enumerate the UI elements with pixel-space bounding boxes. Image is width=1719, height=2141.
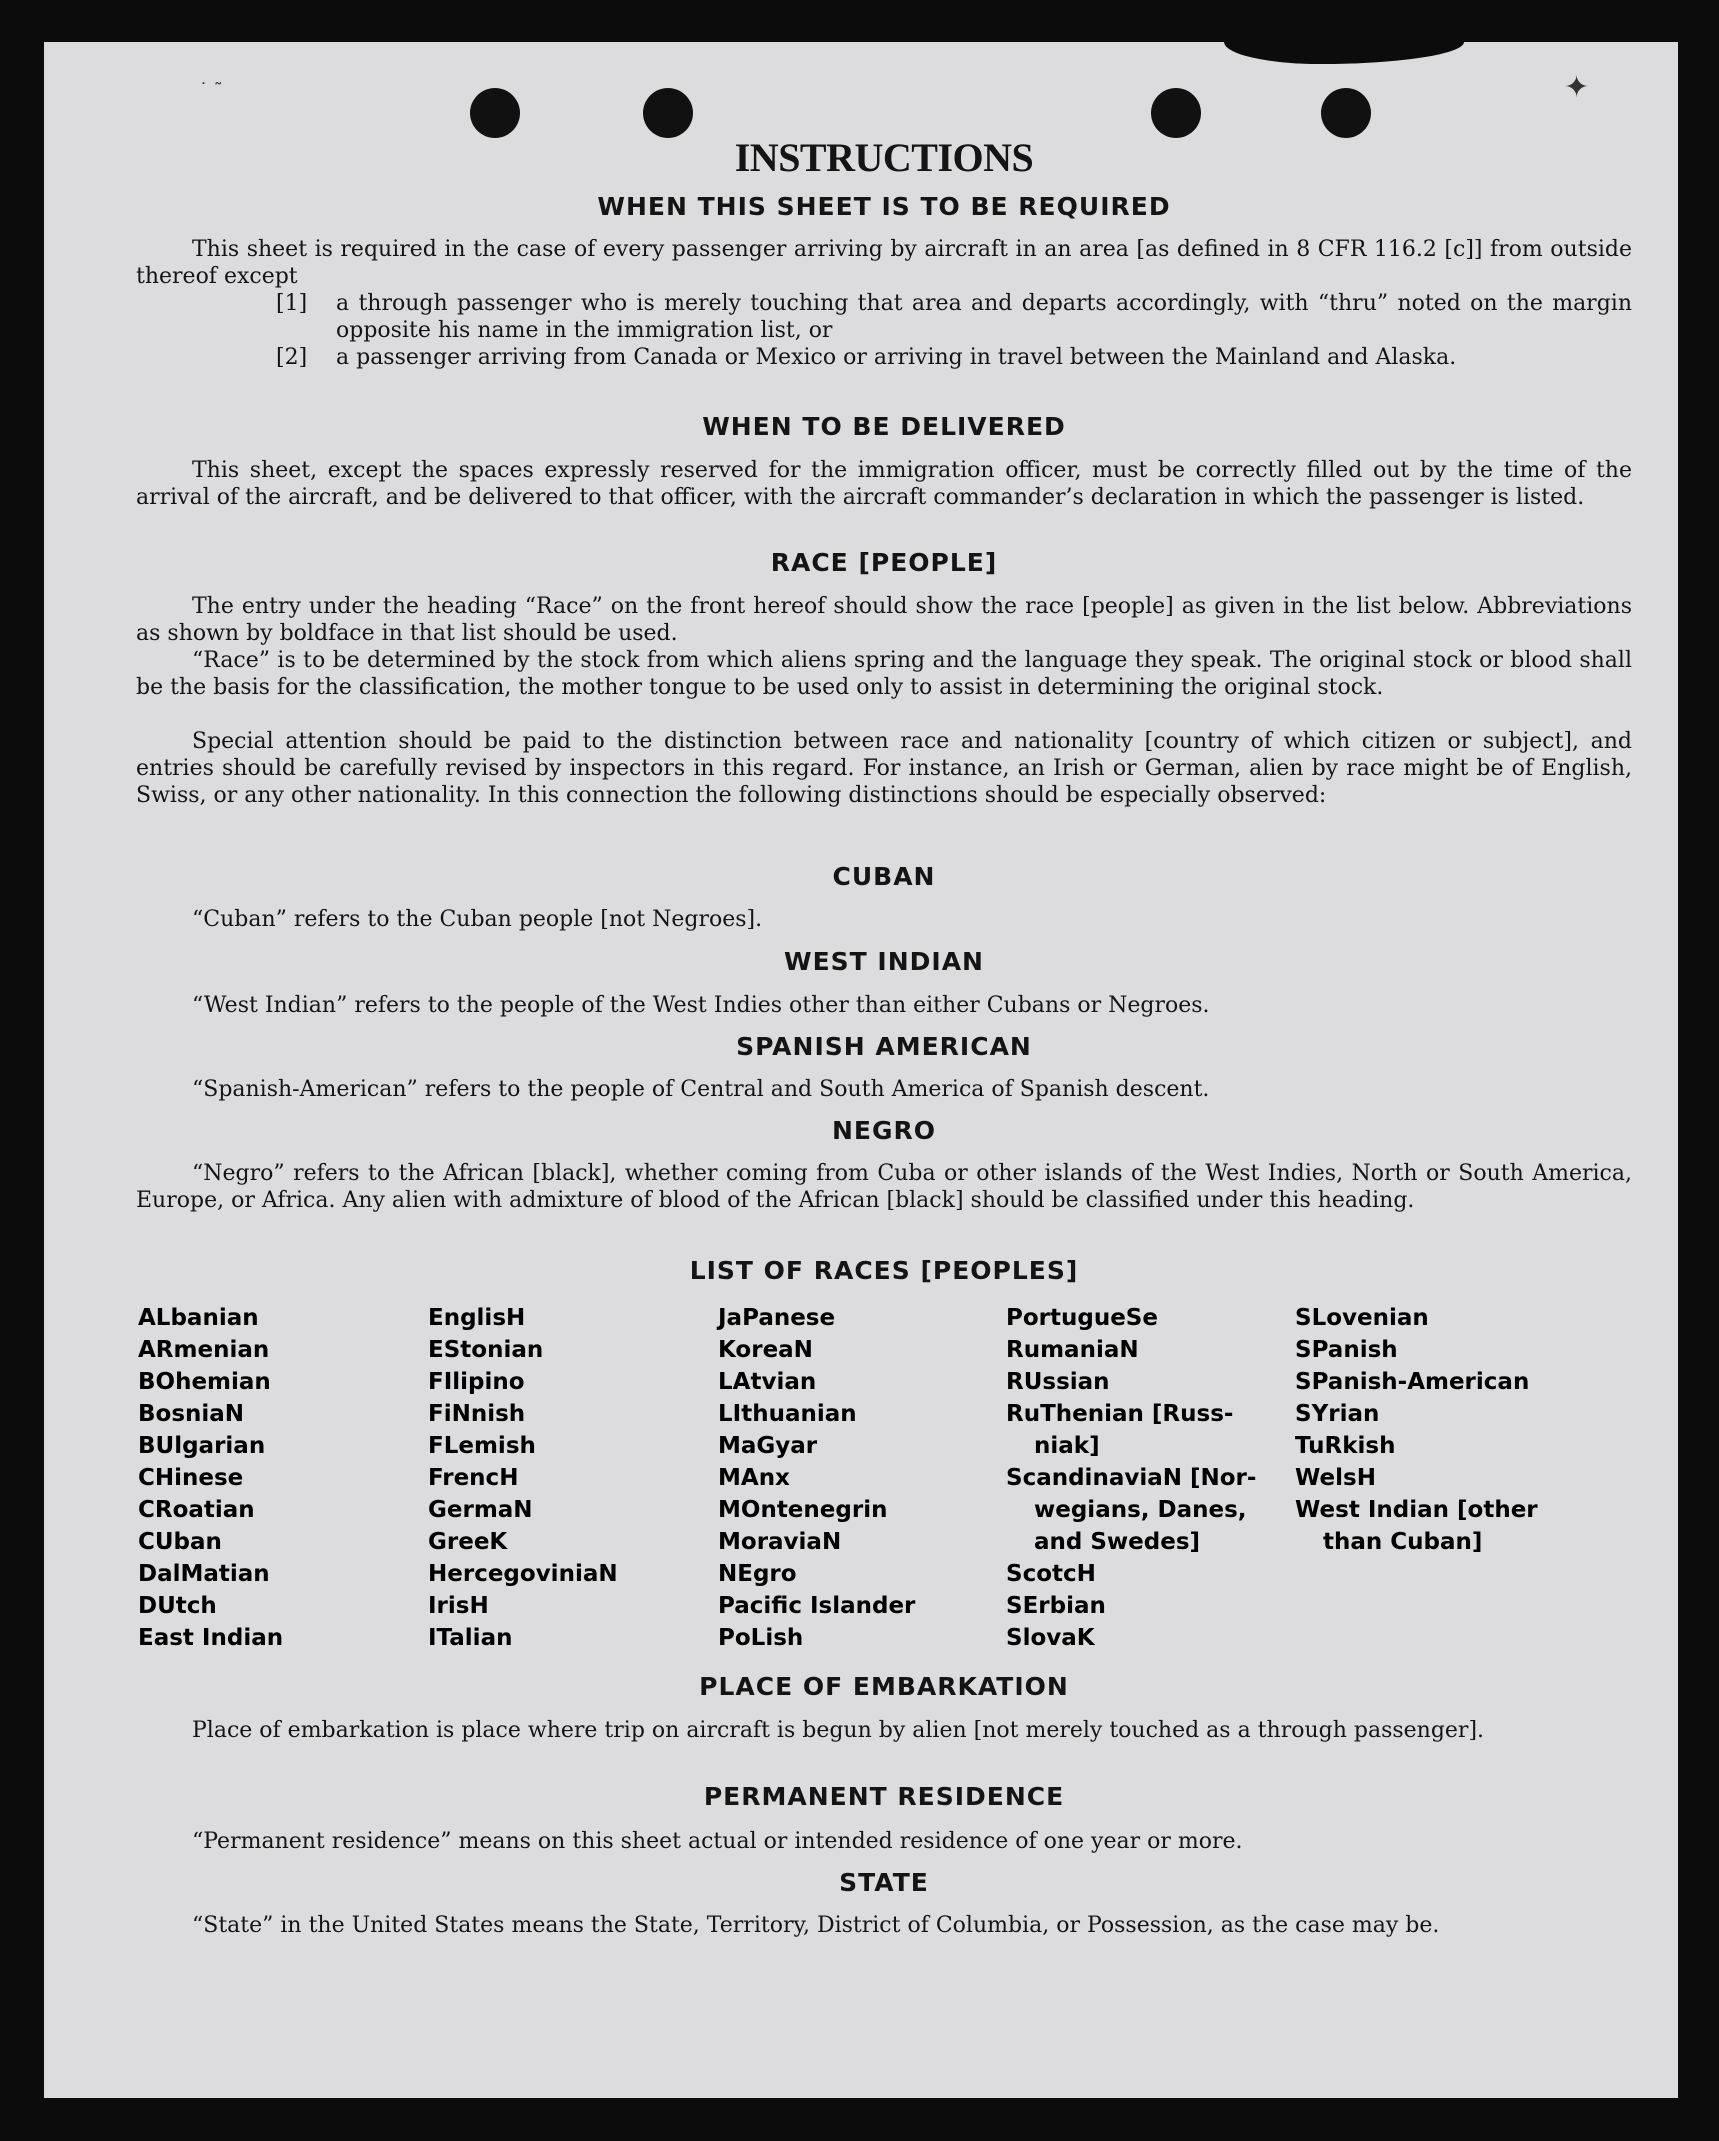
race-list-item: PortugueSe: [1006, 1305, 1158, 1331]
race-list-item: MaGyar: [718, 1433, 818, 1459]
paragraph-race: Special attention should be paid to the distinction between race and nationality [country of which citizen or subject], and entries should be carefully revised by inspectors in this regard. For instance, an Irish or German, alien by race might be of English, Swiss, or any other nationality. In this connection the following distinctions should be especially observed:: [136, 729, 1632, 808]
race-list-item: SYrian: [1295, 1401, 1380, 1427]
paragraph-when-required: This sheet is required in the case of every passenger arriving by aircraft in an area [as defined in 8 CFR 116.2 [c]] from outside thereof except: [136, 237, 1632, 289]
race-list-item: RUssian: [1006, 1369, 1110, 1395]
race-list-item: MOntenegrin: [718, 1497, 888, 1523]
paragraph-state: “State” in the United States means the State, Territory, District of Columbia, or Possession, as the case may be.: [192, 1913, 1440, 1938]
race-list-item: NEgro: [718, 1561, 797, 1587]
paragraph-race: “Race” is to be determined by the stock from which aliens spring and the language they speak. The original stock or blood shall be the basis for the classification, the mother tongue to be used only to assist in determining the original stock.: [136, 648, 1632, 700]
race-list-item: RumaniaN: [1006, 1337, 1139, 1363]
paragraph-negro: “Negro” refers to the African [black], whether coming from Cuba or other islands of the West Indies, North or South America, Europe, or Africa. Any alien with admixture of blood of the African [black] should be classified under this heading.: [136, 1161, 1632, 1213]
heading-residence: PERMANENT RESIDENCE: [703, 1782, 1065, 1811]
heading-state: STATE: [839, 1868, 929, 1897]
race-list-item: Pacific Islander: [718, 1593, 916, 1619]
races-column: [428, 1302, 618, 1654]
race-list-item: ALbanian: [138, 1305, 259, 1331]
heading-cuban: CUBAN: [832, 862, 936, 891]
races-column: [1295, 1302, 1538, 1558]
race-list-item: and Swedes]: [1034, 1529, 1201, 1555]
heading-west-indian: WEST INDIAN: [784, 947, 984, 976]
race-list-item: East Indian: [138, 1625, 284, 1651]
page-title: INSTRUCTIONS: [734, 135, 1034, 180]
paragraph-cuban: “Cuban” refers to the Cuban people [not Negroes].: [192, 907, 763, 932]
ink-mark: ˙ ˜: [199, 80, 223, 101]
races-column: [1006, 1302, 1256, 1654]
race-list-item: RuThenian [Russ-: [1006, 1401, 1234, 1427]
race-list-item: niak]: [1034, 1433, 1100, 1459]
race-list-item: EnglisH: [428, 1305, 526, 1331]
race-list-item: CHinese: [138, 1465, 244, 1491]
race-list-item: GermaN: [428, 1497, 533, 1523]
race-list-item: ARmenian: [138, 1337, 270, 1363]
race-list-item: ScotcH: [1006, 1561, 1096, 1587]
races-column: [718, 1302, 915, 1654]
race-list-item: SLovenian: [1295, 1305, 1429, 1331]
heading-races-list: LIST OF RACES [PEOPLES]: [689, 1256, 1079, 1285]
paragraph-spanish-american: “Spanish-American” refers to the people of Central and South America of Spanish descent.: [192, 1077, 1210, 1102]
race-list-item: SErbian: [1006, 1593, 1106, 1619]
race-list-item: JaPanese: [718, 1305, 836, 1331]
race-list-item: HercegoviniaN: [428, 1561, 618, 1587]
race-list-item: FrencH: [428, 1465, 519, 1491]
heading-race: RACE [PEOPLE]: [770, 548, 998, 577]
race-list-item: KoreaN: [718, 1337, 813, 1363]
race-list-item: SPanish-American: [1295, 1369, 1530, 1395]
paragraph-race: The entry under the heading “Race” on the front hereof should show the race [people] as given in the list below. Abbreviations as shown by boldface in that list should be used.: [136, 594, 1632, 646]
document-page: [44, 42, 1678, 2098]
heading-when-delivered: WHEN TO BE DELIVERED: [702, 412, 1066, 441]
list-item: [1] a through passenger who is merely touching that area and departs accordingly, with “thru” noted on the margin opposite his name in the immigration list, or: [276, 291, 1632, 343]
race-list-item: IrisH: [428, 1593, 489, 1619]
heading-embarkation: PLACE OF EMBARKATION: [699, 1672, 1069, 1701]
race-list-item: FLemish: [428, 1433, 536, 1459]
races-column: [138, 1302, 283, 1654]
heading-negro: NEGRO: [831, 1116, 937, 1145]
race-list-item: MoraviaN: [718, 1529, 842, 1555]
race-list-item: wegians, Danes,: [1034, 1497, 1247, 1523]
race-list-item: DUtch: [138, 1593, 217, 1619]
race-list-item: GreeK: [428, 1529, 508, 1555]
race-list-item: FiNnish: [428, 1401, 526, 1427]
race-list-item: WelsH: [1295, 1465, 1376, 1491]
race-list-item: EStonian: [428, 1337, 544, 1363]
race-list-item: SlovaK: [1006, 1625, 1095, 1651]
ink-mark: ✦: [1564, 70, 1590, 105]
race-list-item: DalMatian: [138, 1561, 270, 1587]
race-list-item: BUlgarian: [138, 1433, 266, 1459]
paragraph-when-delivered: This sheet, except the spaces expressly reserved for the immigration officer, must be correctly filled out by the time of the arrival of the aircraft, and be delivered to that officer, with the aircraft commander’s declaration in which the passenger is listed.: [136, 458, 1632, 510]
document-body: [136, 42, 1632, 2042]
race-list-item: LIthuanian: [718, 1401, 857, 1427]
race-list-item: ScandinaviaN [Nor-: [1006, 1465, 1257, 1491]
race-list-item: PoLish: [718, 1625, 804, 1651]
race-list-item: BosniaN: [138, 1401, 245, 1427]
heading-when-required: WHEN THIS SHEET IS TO BE REQUIRED: [597, 192, 1171, 221]
race-list-item: MAnx: [718, 1465, 790, 1491]
race-list-item: ITalian: [428, 1625, 513, 1651]
paragraph-residence: “Permanent residence” means on this sheet actual or intended residence of one year or more.: [192, 1829, 1243, 1854]
race-list-item: TuRkish: [1295, 1433, 1396, 1459]
race-list-item: CRoatian: [138, 1497, 255, 1523]
paragraph-embarkation: Place of embarkation is place where trip on aircraft is begun by alien [not merely touched as a through passenger].: [192, 1718, 1485, 1743]
race-list-item: SPanish: [1295, 1337, 1398, 1363]
list-item: [2] a passenger arriving from Canada or Mexico or arriving in travel between the Mainland and Alaska.: [276, 345, 1457, 370]
race-list-item: West Indian [other: [1295, 1497, 1538, 1523]
race-list-item: than Cuban]: [1323, 1529, 1483, 1555]
race-list-item: LAtvian: [718, 1369, 817, 1395]
paragraph-west-indian: “West Indian” refers to the people of the West Indies other than either Cubans or Negroes.: [192, 993, 1210, 1018]
race-list-item: FIlipino: [428, 1369, 525, 1395]
heading-spanish-american: SPANISH AMERICAN: [736, 1032, 1032, 1061]
race-list-item: BOhemian: [138, 1369, 271, 1395]
race-list-item: CUban: [138, 1529, 222, 1555]
